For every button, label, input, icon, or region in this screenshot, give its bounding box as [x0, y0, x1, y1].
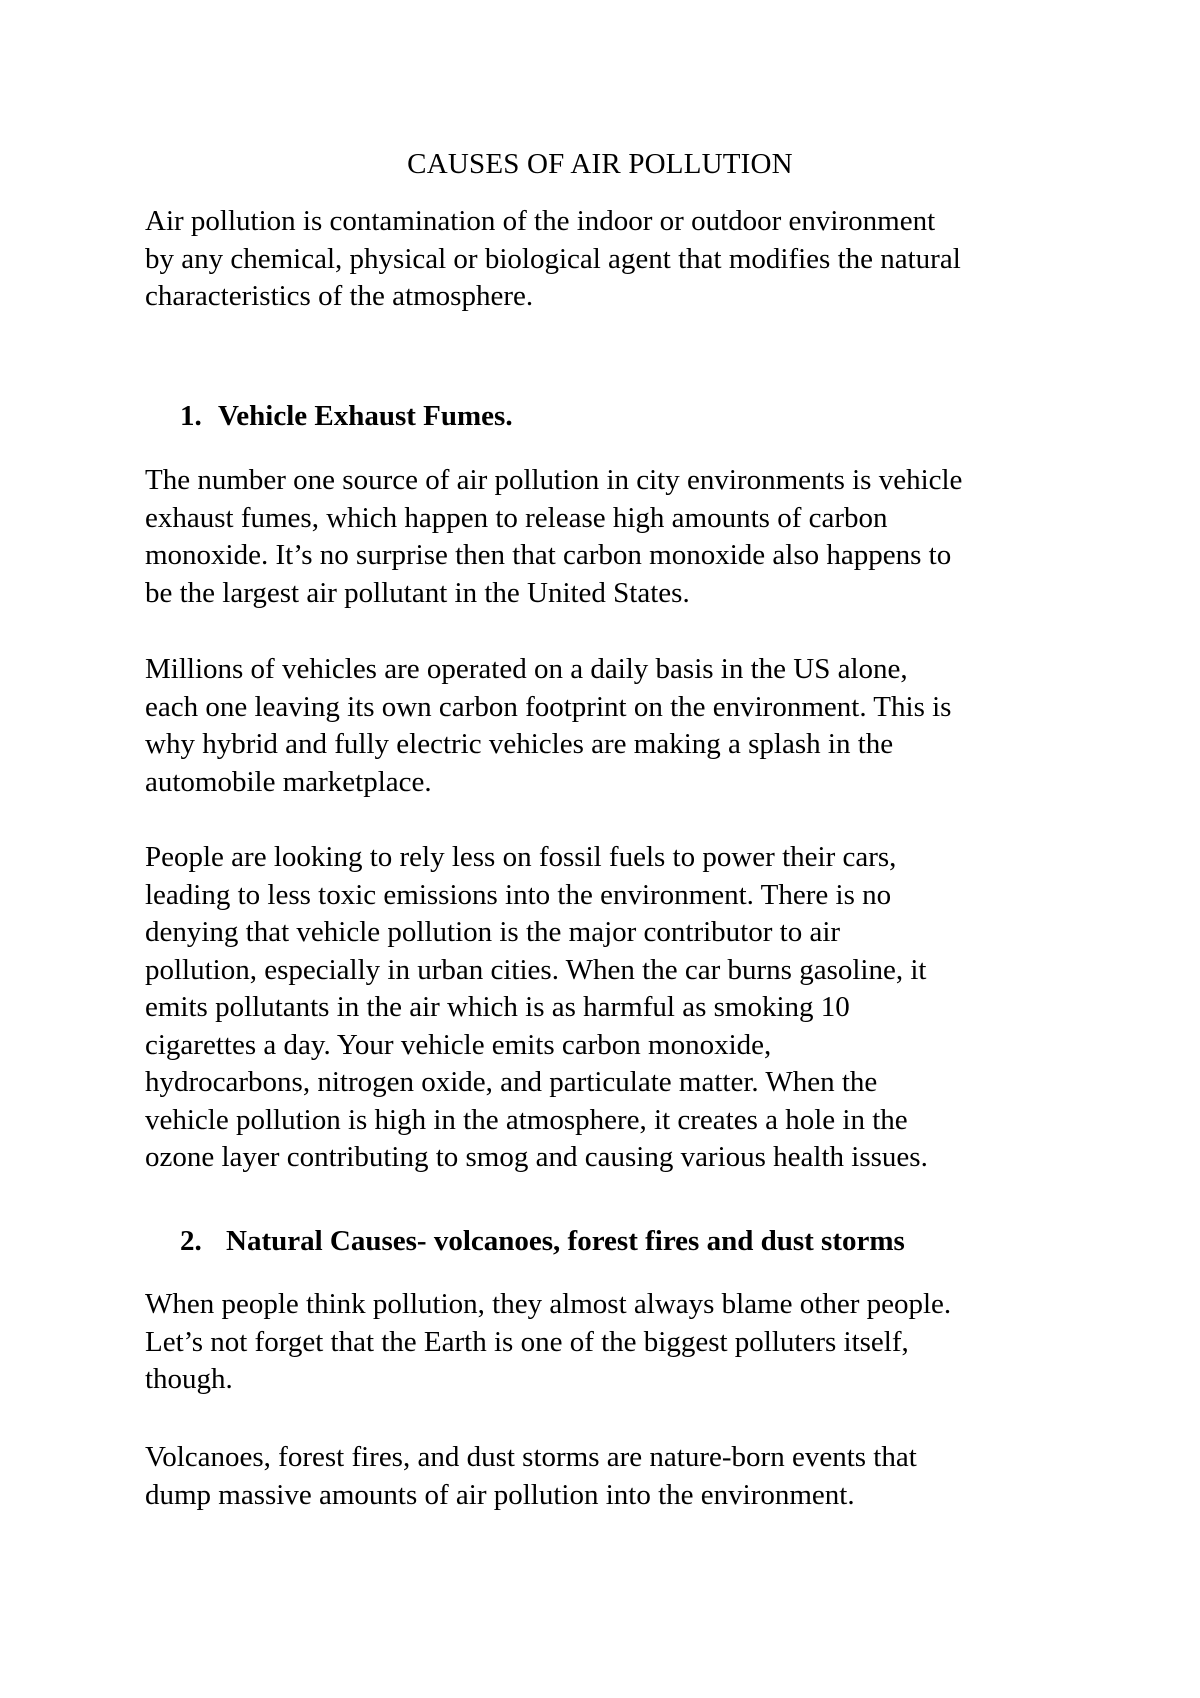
text-line: When people think pollution, they almost always blame other people. [145, 1288, 952, 1320]
text-line: leading to less toxic emissions into the environment. There is no [145, 878, 892, 911]
paragraph [145, 462, 1085, 612]
text-line: Air pollution is contamination of the indoor or outdoor environment [145, 205, 936, 237]
text-line: dump massive amounts of air pollution into the environment. [145, 1478, 855, 1511]
document-title: CAUSES OF AIR POLLUTION [407, 148, 793, 180]
text-line: exhaust fumes, which happen to release high amounts of carbon [145, 501, 888, 534]
text-line: be the largest air pollutant in the United States. [145, 576, 690, 609]
text-line: pollution, especially in urban cities. When the car burns gasoline, it [145, 953, 927, 986]
text-line: Let’s not forget that the Earth is one of the biggest polluters itself, [145, 1325, 909, 1358]
text-line: each one leaving its own carbon footprint on the environment. This is [145, 690, 952, 723]
section-number: 2. [180, 1225, 202, 1257]
text-line: The number one source of air pollution in city environments is vehicle [145, 464, 963, 496]
text-line: ozone layer contributing to smog and causing various health issues. [145, 1141, 928, 1173]
paragraph [145, 1286, 1085, 1399]
section-heading-vehicle-exhaust [180, 397, 513, 435]
text-line: characteristics of the atmosphere. [145, 280, 534, 312]
text-line: hydrocarbons, nitrogen oxide, and particulate matter. When the [145, 1066, 878, 1098]
text-line: automobile marketplace. [145, 765, 432, 798]
paragraph [145, 839, 1085, 1177]
text-line: cigarettes a day. Your vehicle emits carbon monoxide, [145, 1028, 772, 1061]
text-line: by any chemical, physical or biological agent that modifies the natural [145, 242, 961, 275]
paragraph [145, 651, 1085, 801]
text-line: though. [145, 1363, 233, 1395]
paragraph [145, 1439, 1085, 1514]
text-line: vehicle pollution is high in the atmosphere, it creates a hole in the [145, 1103, 908, 1136]
text-line: denying that vehicle pollution is the major contributor to air [145, 916, 841, 948]
section-number: 1. [180, 400, 202, 432]
text-line: emits pollutants in the air which is as harmful as smoking 10 [145, 991, 850, 1023]
text-line: Millions of vehicles are operated on a daily basis in the US alone, [145, 653, 908, 685]
text-line: People are looking to rely less on fossil fuels to power their cars, [145, 841, 897, 873]
text-line: Volcanoes, forest fires, and dust storms are nature-born events that [145, 1441, 917, 1473]
intro-paragraph [145, 203, 1085, 316]
text-line: monoxide. It’s no surprise then that carbon monoxide also happens to [145, 539, 952, 571]
section-heading-text: Natural Causes- volcanoes, forest fires and dust storms [226, 1225, 905, 1257]
section-heading-text: Vehicle Exhaust Fumes. [218, 400, 513, 432]
section-heading-natural-causes [180, 1222, 905, 1260]
text-line: why hybrid and fully electric vehicles are making a splash in the [145, 728, 894, 760]
